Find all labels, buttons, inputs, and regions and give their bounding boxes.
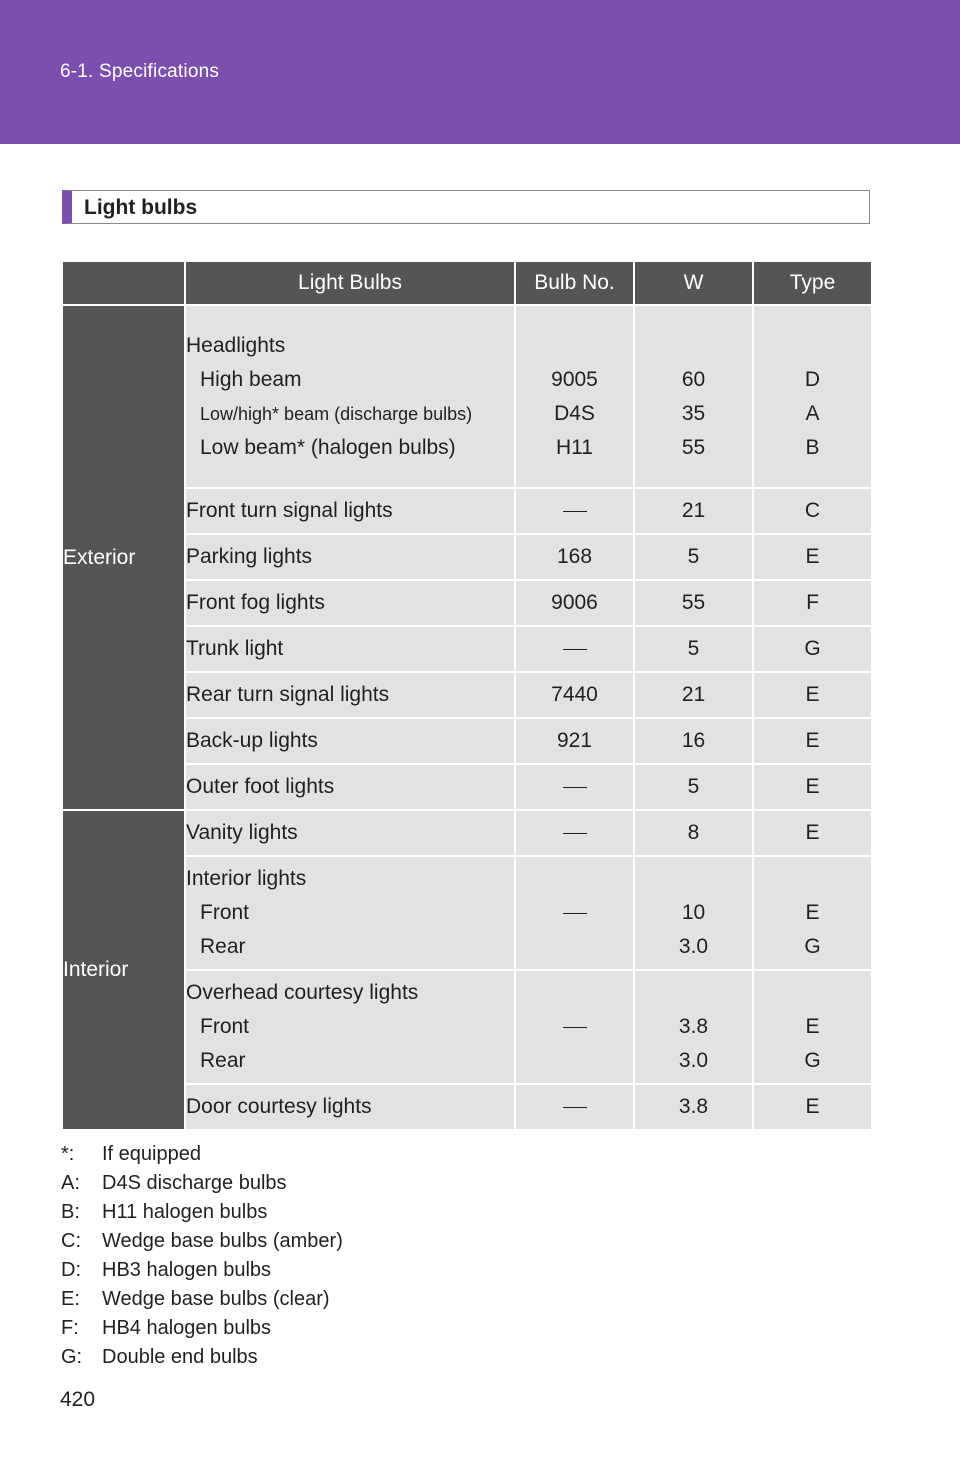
dash-mark — [563, 649, 587, 650]
overhead-lights-item: Rear — [200, 1049, 246, 1072]
footnote-key: A: — [61, 1172, 80, 1194]
bulb-no: 921 — [515, 718, 634, 764]
table-row — [62, 305, 872, 488]
type-value: E — [805, 901, 820, 924]
footnote-text: Wedge base bulbs (clear) — [102, 1288, 330, 1310]
page-number: 420 — [60, 1388, 96, 1411]
interior-lights-title: Interior lights — [186, 867, 307, 890]
footnote-text: Wedge base bulbs (amber) — [102, 1230, 343, 1252]
footnote — [61, 1343, 343, 1372]
watt-value: 10 — [681, 901, 706, 924]
type-value: E — [753, 1084, 872, 1130]
group-exterior: Exterior — [62, 305, 185, 810]
header-bar — [0, 0, 960, 144]
row-name — [185, 305, 515, 488]
type-value: E — [753, 764, 872, 810]
type-cell — [753, 856, 872, 970]
type-cell — [753, 970, 872, 1084]
type-value: G — [753, 626, 872, 672]
dash-mark — [563, 833, 587, 834]
footnote — [61, 1256, 343, 1285]
watt-value: 3.8 — [678, 1015, 709, 1038]
dash-mark — [563, 787, 587, 788]
interior-lights-item: Front — [200, 901, 250, 924]
row-name: Outer foot lights — [185, 764, 515, 810]
footnote-text: H11 halogen bulbs — [102, 1201, 268, 1223]
watt-value: 21 — [634, 488, 753, 534]
watt-value: 3.8 — [634, 1084, 753, 1130]
type-value: E — [753, 672, 872, 718]
column-header: W — [634, 261, 753, 305]
column-header: Light Bulbs — [185, 261, 515, 305]
bulb-no-dash — [515, 1084, 634, 1130]
section-title: 6-1. Specifications — [60, 61, 220, 82]
bulb-no-cell — [515, 305, 634, 488]
footnote-key: C: — [61, 1230, 81, 1252]
table-header-row — [62, 261, 872, 305]
watt-value: 16 — [634, 718, 753, 764]
footnote — [61, 1140, 343, 1169]
dash-mark — [563, 1107, 587, 1108]
row-name: Rear turn signal lights — [185, 672, 515, 718]
column-header — [62, 261, 185, 305]
row-name: Door courtesy lights — [185, 1084, 515, 1130]
overhead-lights-item: Front — [200, 1015, 250, 1038]
type-cell — [753, 305, 872, 488]
watt-value: 3.0 — [678, 1049, 709, 1072]
footnote — [61, 1169, 343, 1198]
footnote-key: D: — [61, 1259, 81, 1281]
column-header: Type — [753, 261, 872, 305]
watt-value: 55 — [681, 435, 706, 459]
watt-cell — [634, 970, 753, 1084]
type-value: E — [753, 810, 872, 856]
section-heading: Light bulbs — [84, 196, 198, 219]
watt-value: 5 — [634, 626, 753, 672]
dash-mark — [563, 913, 587, 914]
dash-mark — [563, 511, 587, 512]
bulb-no: H11 — [556, 435, 593, 459]
type-value: F — [753, 580, 872, 626]
footnote — [61, 1198, 343, 1227]
headlights-title: Headlights — [186, 333, 286, 357]
watt-value: 35 — [681, 401, 706, 425]
row-name: Parking lights — [185, 534, 515, 580]
type-value: A — [805, 401, 820, 425]
column-header: Bulb No. — [515, 261, 634, 305]
bulb-no-dash — [515, 856, 634, 970]
type-value: E — [753, 534, 872, 580]
bulb-no: 9005 — [551, 367, 598, 391]
watt-value: 3.0 — [678, 935, 709, 958]
type-value: E — [805, 1015, 820, 1038]
watt-value: 21 — [634, 672, 753, 718]
footnote-text: Double end bulbs — [102, 1346, 258, 1368]
footnote-key: F: — [61, 1317, 79, 1339]
row-name — [185, 856, 515, 970]
watt-value: 5 — [634, 764, 753, 810]
watt-value: 60 — [681, 367, 706, 391]
footnote-text: HB3 halogen bulbs — [102, 1259, 272, 1281]
light-bulbs-table — [61, 260, 873, 1131]
bulb-no: 9006 — [515, 580, 634, 626]
footnote — [61, 1285, 343, 1314]
footnote-key: E: — [61, 1288, 80, 1310]
bulb-no: D4S — [554, 401, 595, 425]
headlights-item: Low/high* beam (discharge bulbs) — [200, 403, 473, 424]
footnote-text: D4S discharge bulbs — [102, 1172, 287, 1194]
footnote-text: If equipped — [102, 1143, 201, 1165]
row-name: Back-up lights — [185, 718, 515, 764]
watt-cell — [634, 856, 753, 970]
row-name: Front fog lights — [185, 580, 515, 626]
row-name: Front turn signal lights — [185, 488, 515, 534]
group-interior: Interior — [62, 810, 185, 1130]
row-name: Vanity lights — [185, 810, 515, 856]
watt-cell — [634, 305, 753, 488]
bulb-no-dash — [515, 488, 634, 534]
row-name — [185, 970, 515, 1084]
headlights-item: Low beam* (halogen bulbs) — [200, 435, 456, 459]
interior-lights-item: Rear — [200, 935, 246, 958]
type-value: D — [804, 367, 821, 391]
bulb-no-dash — [515, 626, 634, 672]
footnotes — [61, 1140, 343, 1372]
footnote — [61, 1314, 343, 1343]
bulb-no-dash — [515, 764, 634, 810]
bulb-no: 168 — [515, 534, 634, 580]
footnote-key: B: — [61, 1201, 80, 1223]
footnote-text: HB4 halogen bulbs — [102, 1317, 272, 1339]
type-value: B — [805, 435, 820, 459]
bulb-no-dash — [515, 970, 634, 1084]
type-value: E — [753, 718, 872, 764]
footnote-key: *: — [61, 1143, 75, 1165]
overhead-lights-title: Overhead courtesy lights — [186, 981, 419, 1004]
type-value: G — [804, 935, 821, 958]
table-row — [62, 810, 872, 856]
section-heading-box — [62, 190, 870, 224]
footnote — [61, 1227, 343, 1256]
dash-mark — [563, 1027, 587, 1028]
watt-value: 5 — [634, 534, 753, 580]
footnote-key: G: — [61, 1346, 83, 1368]
bulb-no-dash — [515, 810, 634, 856]
row-name: Trunk light — [185, 626, 515, 672]
headlights-item: High beam — [200, 367, 302, 391]
watt-value: 8 — [634, 810, 753, 856]
type-value: G — [804, 1049, 821, 1072]
bulb-no: 7440 — [515, 672, 634, 718]
watt-value: 55 — [634, 580, 753, 626]
type-value: C — [753, 488, 872, 534]
